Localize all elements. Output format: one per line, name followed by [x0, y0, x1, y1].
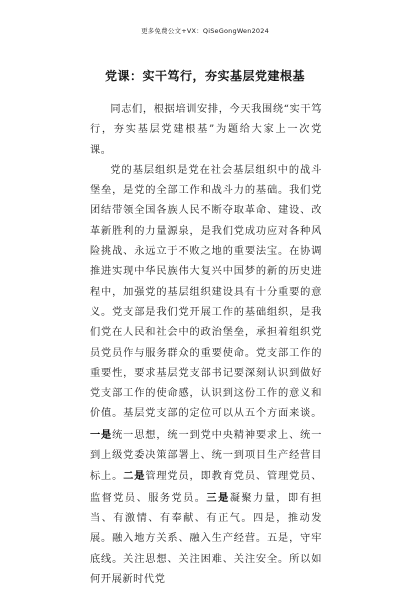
text-segment: 党的基层组织是党在社会基层组织中的战斗堡垒，是党的全部工作和战斗力的基础。我们党团结带领全国各族人民不断夺取革命、建设、改革新胜利的力量源泉，是我们党成功应对各种风险挑战、永远立于不败之地的重要法宝。在协调推进实现中华民族伟大复兴中国梦的新的历史进程中，加强党的基层组织建设具有十分重要的意义。党支部是我们党开展工作的基础组织，是我们党在人民和社会中的政治堡垒，承担着组织党员党员作与服务群众的重要使命。党支部工作的重要性，要求基层党支部书记要深刻认识到做好党支部工作的使命感，认识到这份工作的意义和价值。基层党支部的定位可以从五个方面来谈。	[90, 164, 322, 420]
paragraph	[90, 100, 322, 161]
document-title: 党课：实干笃行，夯实基层党建根基	[104, 69, 305, 83]
bold-text-segment: 三是	[206, 491, 230, 504]
paragraph	[90, 161, 322, 590]
text-segment: 管理党员，即教育党员、管理党员、监督党员、服务党员。	[90, 471, 322, 504]
text-segment: 凝聚力量，即有担当、有激情、有奉献、有正气。四是，推动发展。融入地方关系、融入生产经营。五是，守牢底线。关注思想、关注困难、关注安全。所以如何开展新时代党	[90, 492, 322, 585]
header-note: 更多免费公文+VX：QiSeGongWen2024	[141, 27, 269, 35]
text-segment: 同志们，根据培训安排，今天我围绕“实干笃行，夯实基层党建根基”为题给大家上一次党课。	[90, 104, 322, 156]
document-body	[90, 100, 322, 590]
text-segment: 统一思想，统一到党中央精神要求上、统一到上级党委决策部署上、统一到项目生产经营目标上。	[90, 429, 322, 483]
bold-text-segment: 一是	[90, 428, 113, 441]
bold-text-segment: 二是	[123, 470, 146, 483]
